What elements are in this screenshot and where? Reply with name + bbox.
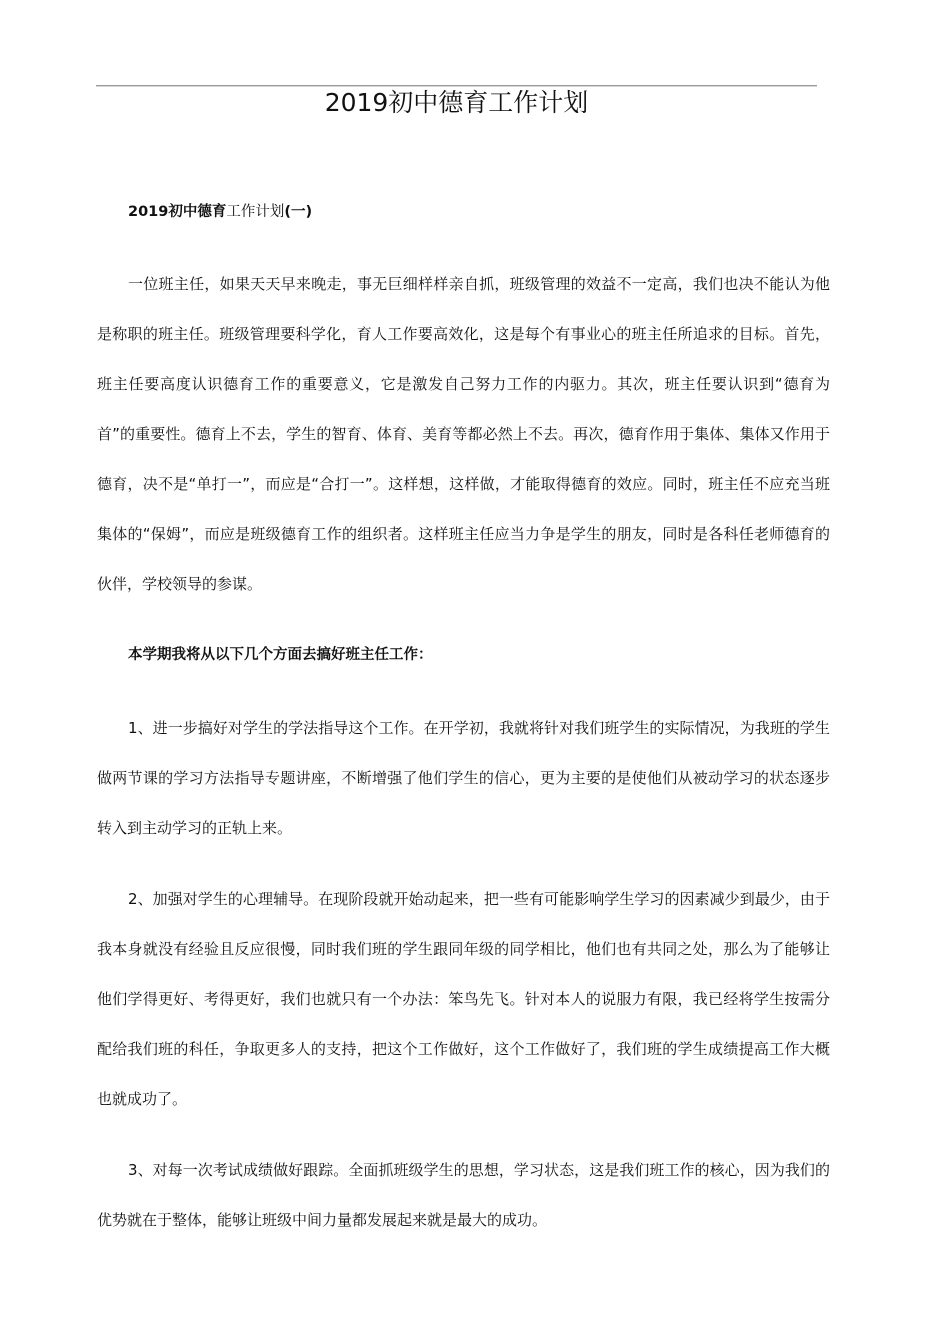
document-title: 2019初中德育工作计划 — [324, 88, 589, 117]
list-item-3: 3、对每一次考试成绩做好跟踪。全面抓班级学生的思想，学习状态，这是我们班工作的核心，因为我们的优势就在于整体，能够让班级中间力量都发展起来就是最大的成功。 — [97, 1161, 830, 1229]
section-heading-bold: 2019初中德育 — [128, 204, 227, 220]
subheading: 本学期我将从以下几个方面去搞好班主任工作： — [128, 647, 433, 663]
section-heading-suffix: (一) — [284, 204, 313, 220]
section-heading — [128, 200, 312, 224]
section-heading-normal: 工作计划 — [226, 204, 285, 220]
intro-paragraph: 一位班主任，如果天天早来晚走，事无巨细样样亲自抓，班级管理的效益不一定高，我们也决不能认为他是称职的班主任。班级管理要科学化，育人工作要高效化，这是每个有事业心的班主任所追求的目标。首先，班主任要高度认识德育工作的重要意义，它是激发自己努力工作的内驱力。其次，班主任要认识到“德育为首”的重要性。德育上不去，学生的智育、体育、美育等都必然上不去。再次，德育作用于集体、集体又作用于德育，决不是“单打一”，而应是“合打一”。这样想，这样做，才能取得德育的效应。同时，班主任不应充当班集体的“保姆”，而应是班级德育工作的组织者。这样班主任应当力争是学生的朋友，同时是各科任老师德育的伙伴，学校领导的参谋。 — [97, 275, 830, 593]
list-item-1: 1、进一步搞好对学生的学法指导这个工作。在开学初，我就将针对我们班学生的实际情况，为我班的学生做两节课的学习方法指导专题讲座，不断增强了他们学生的信心，更为主要的是使他们从被动学习的状态逐步转入到主动学习的正轨上来。 — [97, 719, 830, 837]
list-item-2: 2、加强对学生的心理辅导。在现阶段就开始动起来，把一些有可能影响学生学习的因素减少到最少，由于我本身就没有经验且反应很慢，同时我们班的学生跟同年级的同学相比，他们也有共同之处，那么为了能够让他们学得更好、考得更好，我们也就只有一个办法：笨鸟先飞。针对本人的说服力有限，我已经将学生按需分配给我们班的科任，争取更多人的支持，把这个工作做好，这个工作做好了，我们班的学生成绩提高工作大概也就成功了。 — [97, 890, 830, 1108]
